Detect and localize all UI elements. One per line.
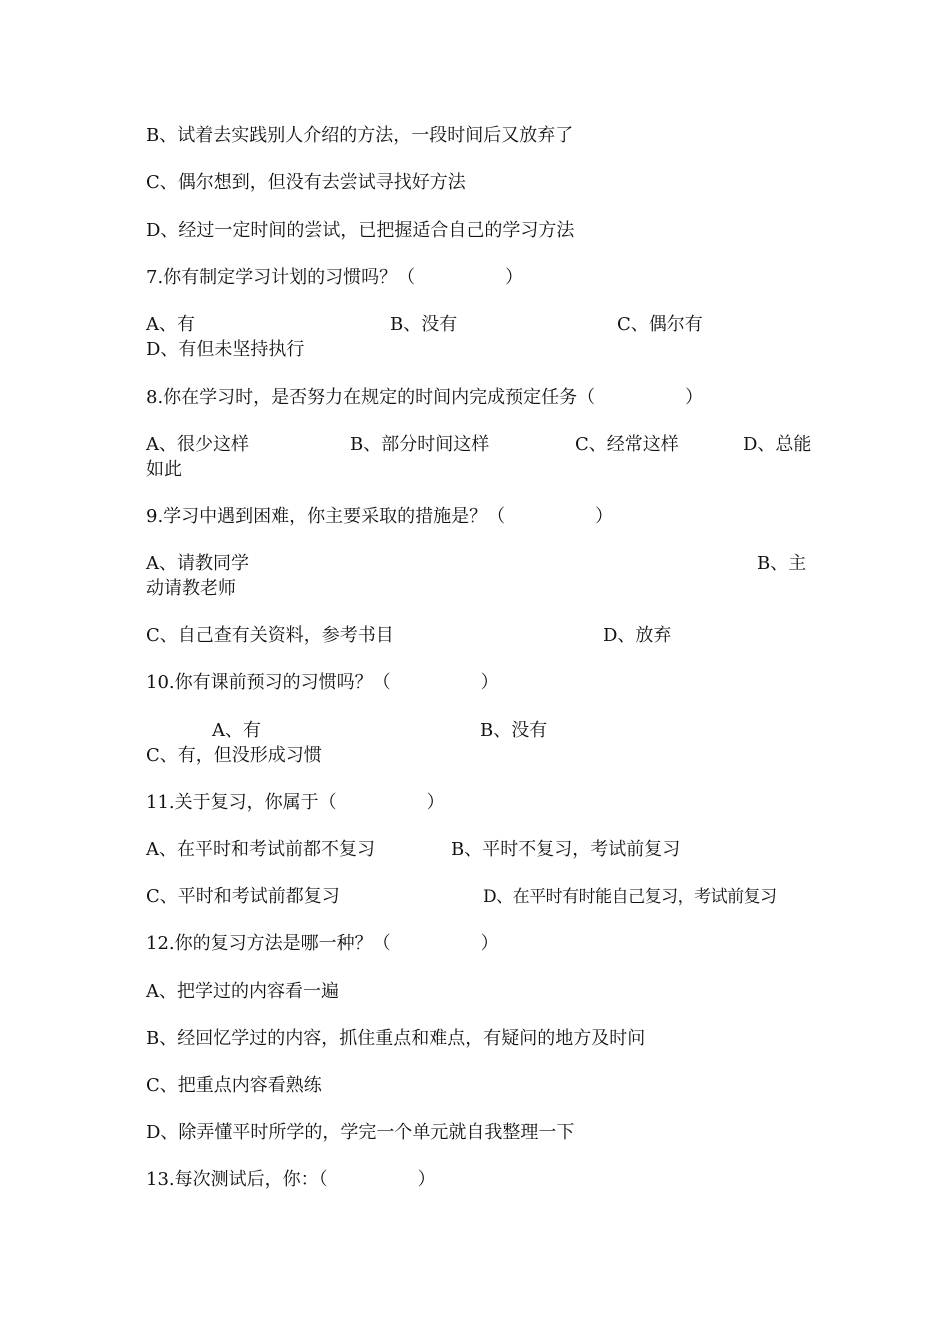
q11-option-b: B、平时不复习，考试前复习 <box>451 839 681 860</box>
q12-option-d: D、除弄懂平时所学的，学完一个单元就自我整理一下 <box>146 1122 575 1143</box>
q11-option-d: D、在平时有时能自己复习，考试前复习 <box>483 887 777 907</box>
q11-option-a: A、在平时和考试前都不复习 <box>146 839 375 860</box>
q10-option-a: A、有 <box>212 720 261 741</box>
question-10: 10.你有课前预习的习惯吗？（ ） <box>146 672 499 693</box>
q6-option-b: B、试着去实践别人介绍的方法，一段时间后又放弃了 <box>146 125 574 146</box>
q8-option-d: D、总能 <box>743 434 812 455</box>
q9-option-d: D、放弃 <box>603 625 672 646</box>
q11-option-c: C、平时和考试前都复习 <box>146 886 340 907</box>
q9-option-b-cont: 动请教老师 <box>146 578 236 599</box>
question-8: 8.你在学习时，是否努力在规定的时间内完成预定任务（ ） <box>146 387 704 408</box>
q9-option-c: C、自己查有关资料，参考书目 <box>146 625 394 646</box>
q10-option-c: C、有，但没形成习惯 <box>146 745 322 766</box>
q9-option-b: B、主 <box>757 553 807 574</box>
q9-option-a: A、请教同学 <box>146 553 249 574</box>
question-12: 12.你的复习方法是哪一种？（ ） <box>146 933 499 954</box>
question-13: 13.每次测试后，你：（ ） <box>146 1169 436 1190</box>
question-11: 11.关于复习，你属于（ ） <box>146 792 445 813</box>
q10-option-b: B、没有 <box>480 720 548 741</box>
q7-option-a: A、有 <box>146 314 195 335</box>
q8-option-b: B、部分时间这样 <box>350 434 490 455</box>
q7-option-b: B、没有 <box>390 314 458 335</box>
q7-option-c: C、偶尔有 <box>617 314 703 335</box>
q6-option-d: D、经过一定时间的尝试，已把握适合自己的学习方法 <box>146 220 575 241</box>
q8-option-c: C、经常这样 <box>575 434 679 455</box>
q8-option-a: A、很少这样 <box>146 434 249 455</box>
q8-option-d-cont: 如此 <box>146 459 182 480</box>
q12-option-c: C、把重点内容看熟练 <box>146 1075 322 1096</box>
question-9: 9.学习中遇到困难，你主要采取的措施是？（ ） <box>146 506 614 527</box>
q6-option-c: C、偶尔想到，但没有去尝试寻找好方法 <box>146 172 466 193</box>
q7-option-d: D、有但未坚持执行 <box>146 339 305 360</box>
q12-option-b: B、经回忆学过的内容，抓住重点和难点，有疑问的地方及时问 <box>146 1028 646 1049</box>
q12-option-a: A、把学过的内容看一遍 <box>146 981 339 1002</box>
question-7: 7.你有制定学习计划的习惯吗？（ ） <box>146 267 524 288</box>
